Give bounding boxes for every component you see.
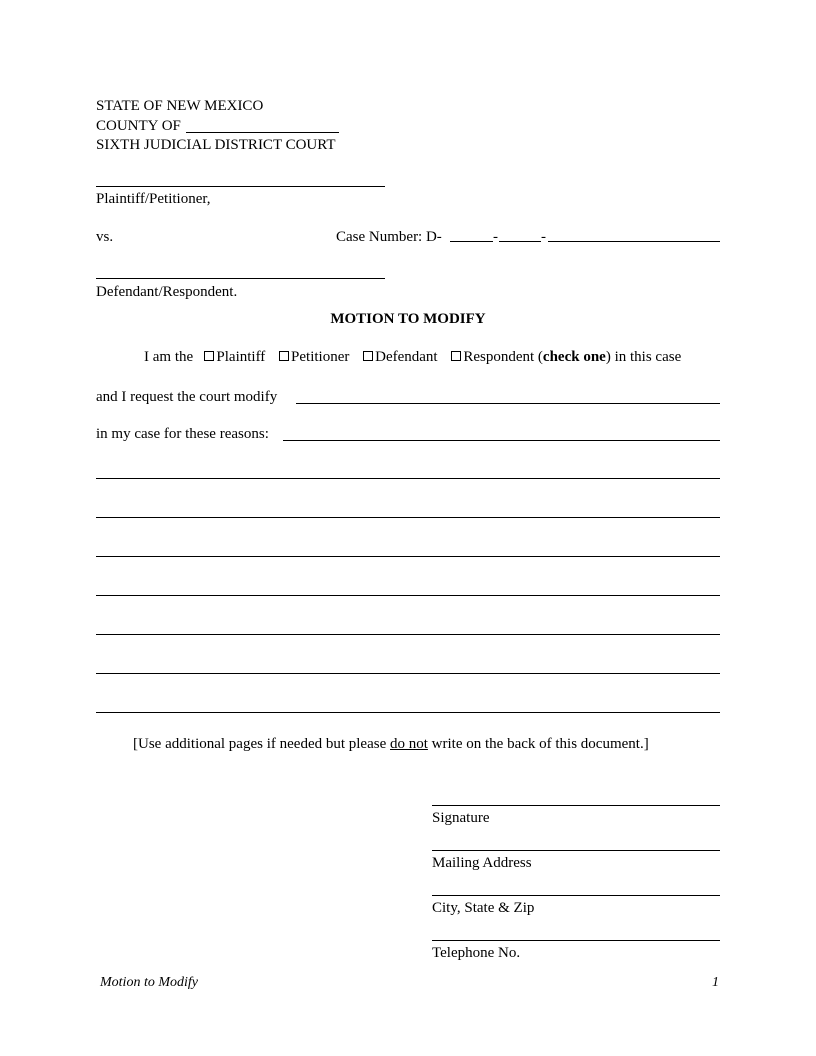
option-defendant[interactable] (363, 349, 437, 365)
case-number-label: Case Number: D- (336, 229, 442, 245)
petitioner-checkbox[interactable] (279, 351, 289, 361)
in-this-case-text: ) in this case (605, 349, 682, 365)
plaintiff-label: Plaintiff/Petitioner, (96, 191, 211, 207)
note-text: [Use additional pages if needed but please (133, 736, 390, 752)
city-state-zip-label: City, State & Zip (432, 900, 535, 916)
versus-label: vs. (96, 229, 114, 245)
case-number-field-2[interactable] (499, 241, 541, 242)
option-label: Petitioner (291, 349, 350, 365)
signature-field[interactable] (432, 805, 720, 806)
reasons-line[interactable] (96, 478, 720, 479)
defendant-name-field[interactable] (96, 278, 385, 279)
defendant-checkbox[interactable] (363, 351, 373, 361)
paren-open: ( (537, 349, 543, 365)
telephone-field[interactable] (432, 940, 720, 941)
option-petitioner[interactable] (279, 349, 349, 365)
county-field[interactable] (186, 132, 339, 133)
reasons-line[interactable] (96, 712, 720, 713)
state-heading: STATE OF NEW MEXICO (96, 98, 264, 114)
reasons-line[interactable] (96, 673, 720, 674)
footer-form-name: Motion to Modify (100, 975, 198, 990)
county-label: COUNTY OF (96, 118, 181, 134)
telephone-label: Telephone No. (432, 945, 521, 961)
reasons-line[interactable] (96, 595, 720, 596)
reasons-label: in my case for these reasons: (96, 426, 269, 442)
respondent-checkbox[interactable] (451, 351, 461, 361)
party-selection-line (144, 348, 681, 366)
option-label: Plaintiff (216, 349, 266, 365)
reasons-line[interactable] (96, 556, 720, 557)
note-emphasis: do not (390, 736, 428, 752)
case-number-separator: - (541, 229, 546, 245)
case-number-field-1[interactable] (450, 241, 493, 242)
reasons-line[interactable] (96, 517, 720, 518)
option-label: Defendant (375, 349, 438, 365)
document-title: MOTION TO MODIFY (330, 311, 486, 327)
note-text: write on the back of this document.] (427, 736, 649, 752)
option-plaintiff[interactable] (204, 349, 265, 365)
plaintiff-name-field[interactable] (96, 186, 385, 187)
option-label: Respondent (463, 349, 535, 365)
signature-label: Signature (432, 810, 490, 826)
modify-item-field[interactable] (296, 403, 720, 404)
request-label: and I request the court modify (96, 389, 278, 405)
i-am-the-text: I am the (144, 349, 194, 365)
mailing-address-field[interactable] (432, 850, 720, 851)
option-respondent[interactable] (451, 349, 534, 365)
page-number: 1 (712, 975, 719, 990)
additional-pages-note (133, 735, 649, 753)
reasons-line[interactable] (96, 634, 720, 635)
plaintiff-checkbox[interactable] (204, 351, 214, 361)
reasons-field[interactable] (283, 440, 720, 441)
case-number-field-3[interactable] (548, 241, 720, 242)
court-heading: SIXTH JUDICIAL DISTRICT COURT (96, 137, 336, 153)
defendant-label: Defendant/Respondent. (96, 284, 238, 300)
case-number-separator: - (493, 229, 498, 245)
check-one-instruction: check one (542, 349, 606, 365)
city-state-zip-field[interactable] (432, 895, 720, 896)
mailing-address-label: Mailing Address (432, 855, 532, 871)
